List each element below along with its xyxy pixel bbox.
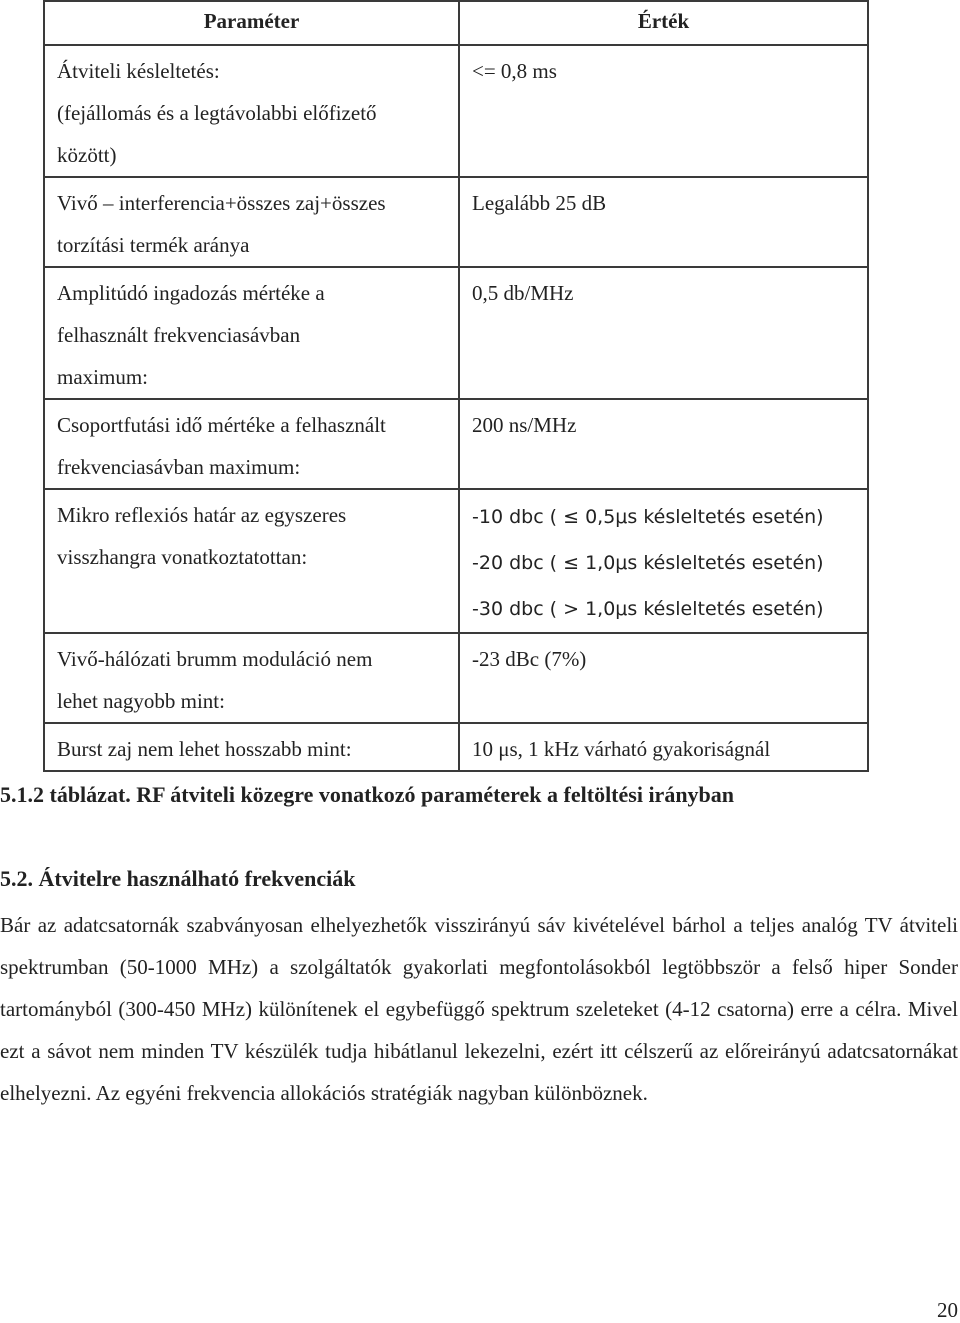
parameters-table — [43, 0, 869, 772]
param-line: lehet nagyobb mint: — [57, 689, 225, 713]
value-line: -30 dbc ( > 1,0μs késleltetés esetén) — [472, 598, 824, 620]
section-heading: 5.2. Átvitelre használható frekvenciák — [0, 866, 356, 891]
param-line: Mikro reflexiós határ az egyszeres — [57, 503, 347, 527]
param-line: felhasznált frekvenciasávban — [57, 323, 301, 347]
table-row — [44, 489, 868, 633]
value-cell — [459, 399, 868, 489]
param-cell — [44, 633, 459, 723]
param-line: Burst zaj nem lehet hosszabb mint: — [57, 737, 352, 761]
table-row — [44, 723, 868, 771]
value-cell — [459, 177, 868, 267]
param-line: frekvenciasávban maximum: — [57, 455, 301, 479]
param-cell — [44, 45, 459, 177]
table-header-row — [44, 1, 868, 45]
value-cell — [459, 723, 868, 771]
value-line: -20 dbc ( ≤ 1,0μs késleltetés esetén) — [472, 552, 824, 574]
value-cell — [459, 489, 868, 633]
value-line: -23 dBc (7%) — [472, 647, 587, 671]
param-line: között) — [57, 143, 117, 167]
param-line: Vivő – interferencia+összes zaj+összes — [57, 191, 386, 215]
param-line: (fejállomás és a legtávolabbi előfizető — [57, 101, 377, 125]
param-line: Csoportfutási idő mértéke a felhasznált — [57, 413, 386, 437]
value-line: -10 dbc ( ≤ 0,5μs késleltetés esetén) — [472, 506, 824, 528]
value-line: 0,5 db/MHz — [472, 281, 574, 305]
header-value: Érték — [459, 1, 868, 45]
table-row — [44, 633, 868, 723]
param-cell — [44, 399, 459, 489]
param-line: Átviteli késleltetés: — [57, 59, 220, 83]
param-line: Amplitúdó ingadozás mértéke a — [57, 281, 325, 305]
value-line: 10 μs, 1 kHz várható gyakoriságnál — [472, 737, 771, 761]
param-cell — [44, 723, 459, 771]
param-cell — [44, 177, 459, 267]
param-line: visszhangra vonatkoztatottan: — [57, 545, 308, 569]
body-paragraph: Bár az adatcsatornák szabványosan elhelyezhetők visszirányú sáv kivételével bárhol a teljes analóg TV átviteli spektrumban (50-1000 MHz) a szolgáltatók gyakorlati megfontolásokból legtöbbször a felső hiper Sonder tartományból (300-450 MHz) különítenek el egybefüggő spektrum szeleteket (4-12 csatorna) erre a célra. Mivel ezt a sávot nem minden TV készülék tudja hibátlanul lekezelni, ezért itt célszerű az előreirányú adatcsatornákat elhelyezni. Az egyéni frekvencia allokációs stratégiák nagyban különböznek. — [0, 913, 958, 1105]
header-parameter: Paraméter — [44, 1, 459, 45]
table-row — [44, 399, 868, 489]
table-row — [44, 45, 868, 177]
param-cell — [44, 489, 459, 633]
param-line: Vivő-hálózati brumm moduláció nem — [57, 647, 373, 671]
param-line: torzítási termék aránya — [57, 233, 250, 257]
value-cell — [459, 633, 868, 723]
value-line: 200 ns/MHz — [472, 413, 577, 437]
table-row — [44, 267, 868, 399]
value-cell — [459, 45, 868, 177]
table-row — [44, 177, 868, 267]
value-line: <= 0,8 ms — [472, 59, 557, 83]
param-cell — [44, 267, 459, 399]
param-line: maximum: — [57, 365, 148, 389]
page-number: 20 — [937, 1298, 958, 1322]
value-line: Legalább 25 dB — [472, 191, 607, 215]
table-caption: 5.1.2 táblázat. RF átviteli közegre vonatkozó paraméterek a feltöltési irányban — [0, 782, 735, 807]
value-cell — [459, 267, 868, 399]
